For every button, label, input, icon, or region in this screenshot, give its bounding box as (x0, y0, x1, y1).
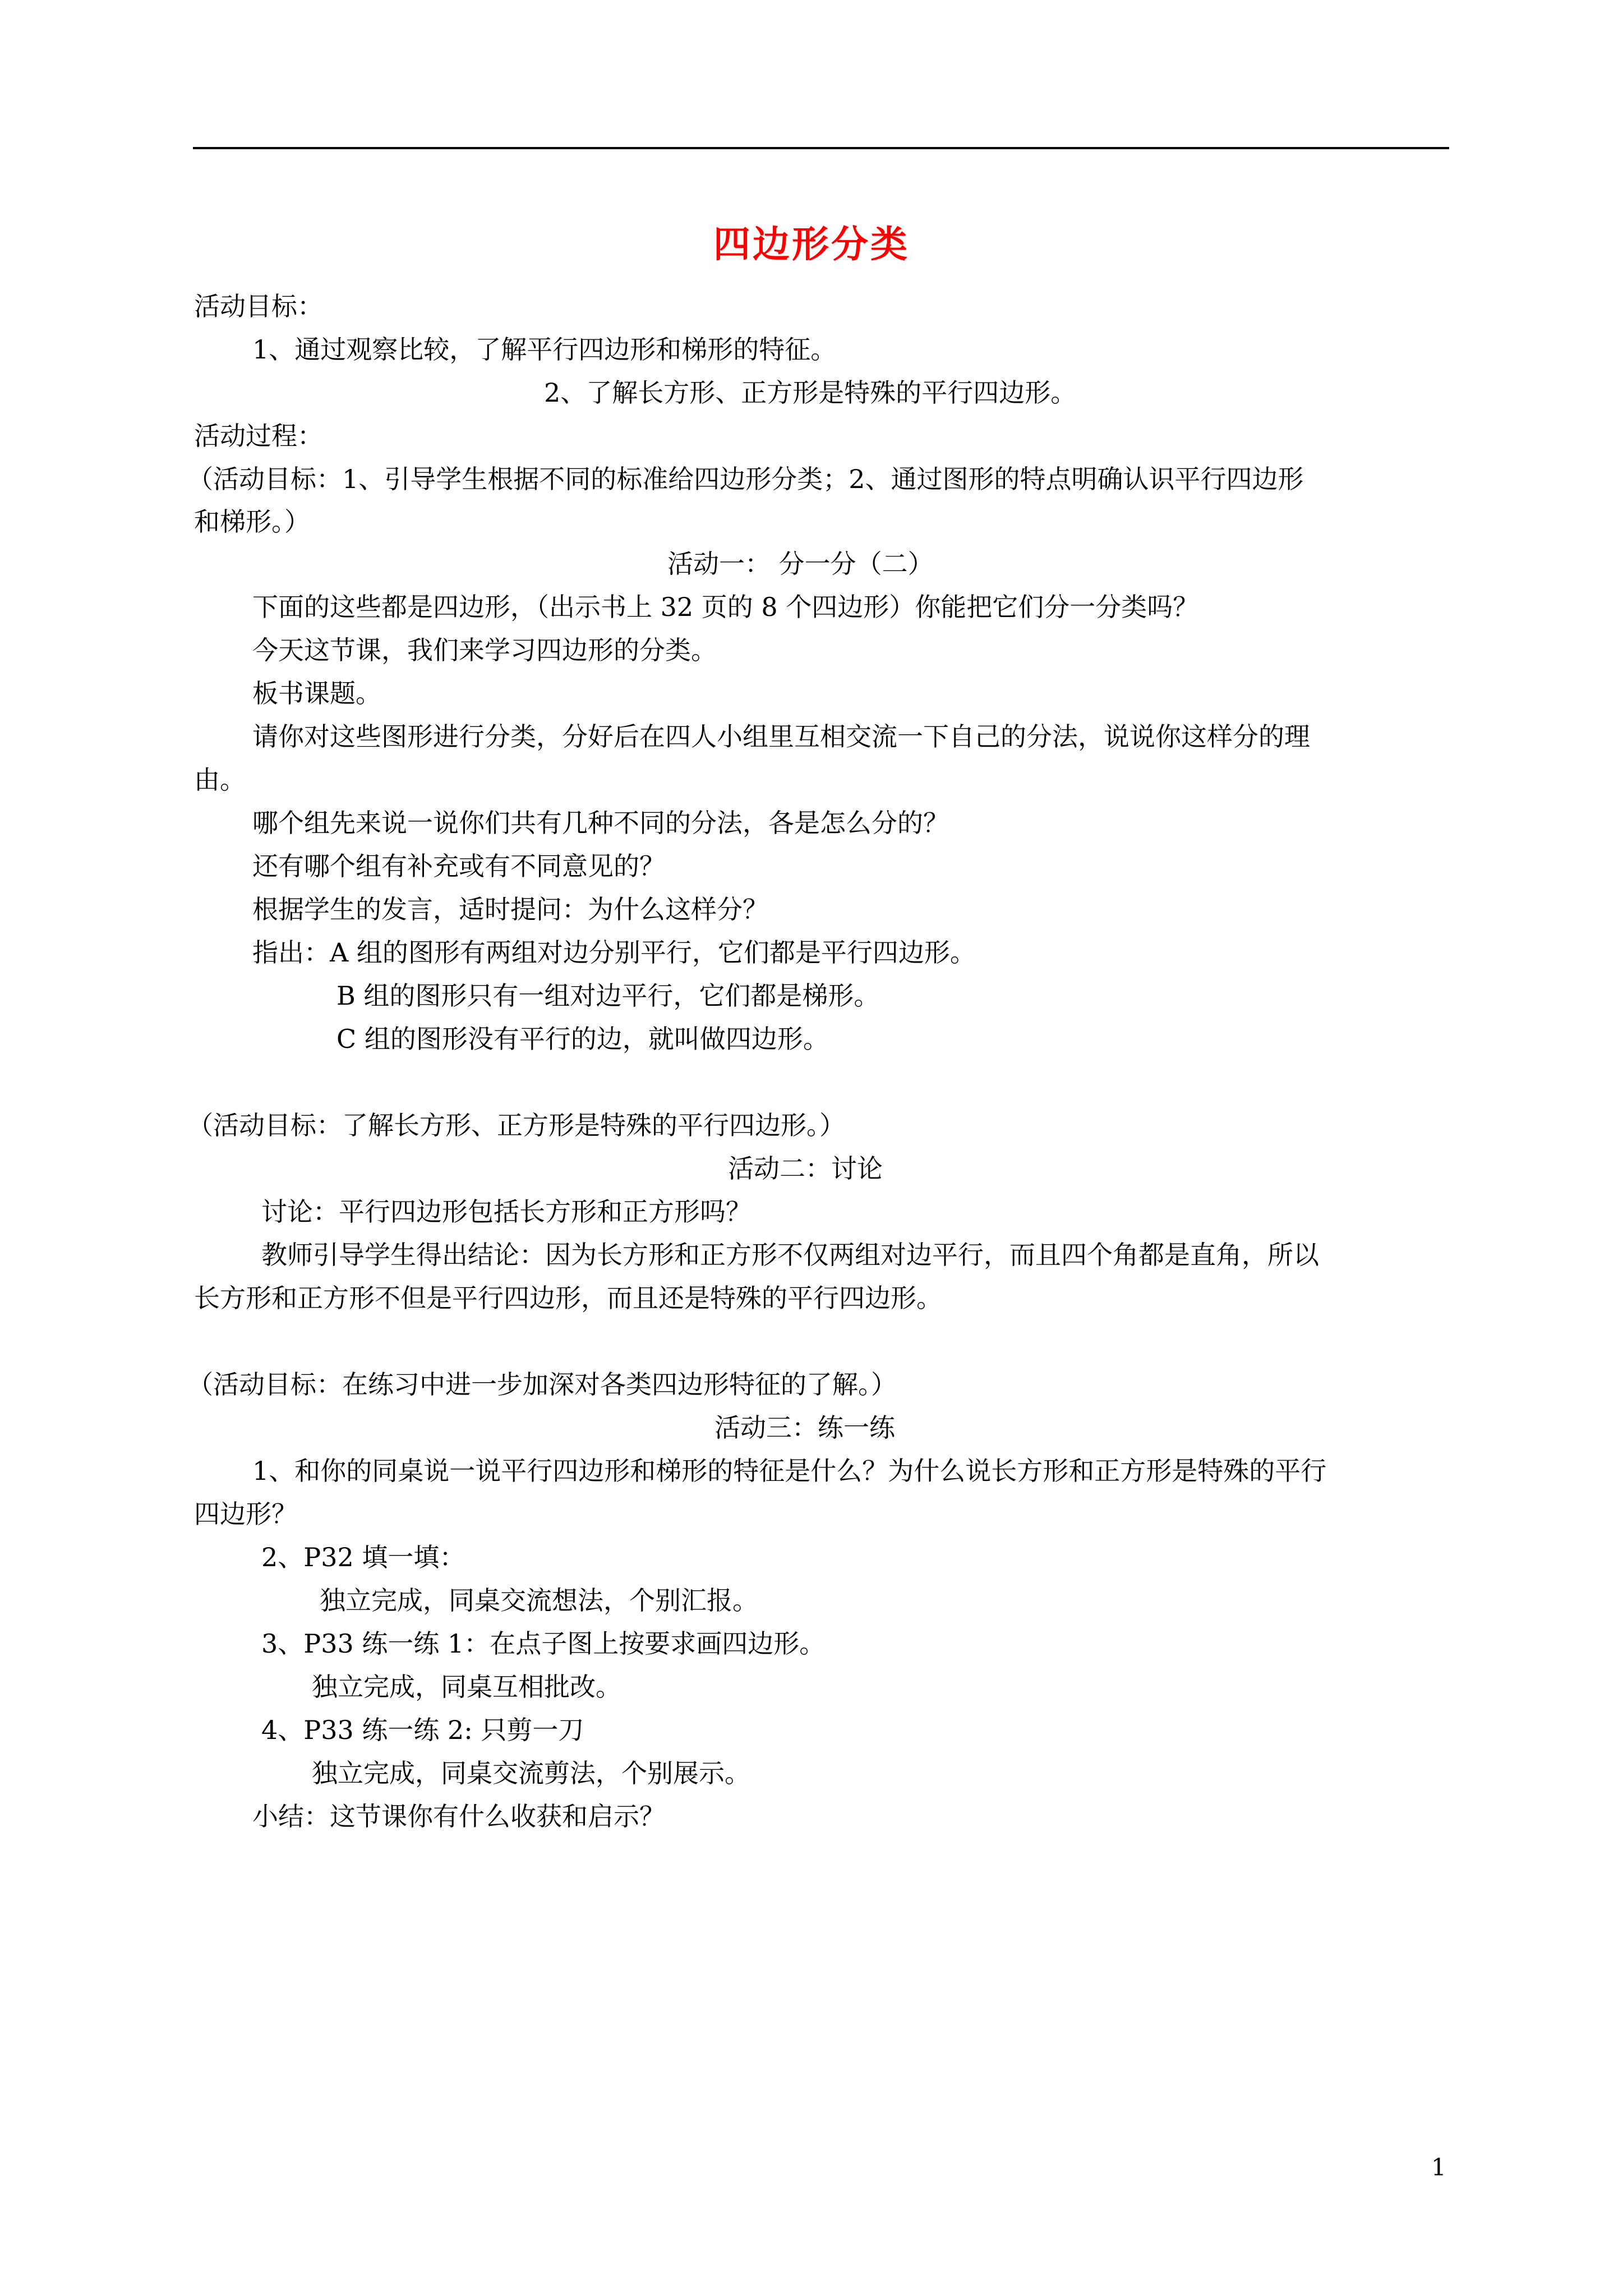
paragraph: 独立完成，同桌互相批改。 (312, 1672, 621, 1702)
paragraph: 根据学生的发言，适时提问：为什么这样分？ (252, 894, 768, 924)
activity-goal-3: （活动目标：在练习中进一步加深对各类四边形特征的了解。） (187, 1369, 897, 1400)
activity-goal-1-line-2: 和梯形。） (194, 507, 310, 537)
activity-goal-2: （活动目标：了解长方形、正方形是特殊的平行四边形。） (187, 1110, 845, 1140)
paragraph: 板书课题。 (252, 678, 381, 708)
activity-1-heading: 活动一： 分一分（二） (667, 549, 934, 579)
paragraph: 独立完成，同桌交流想法，个别汇报。 (320, 1585, 758, 1616)
paragraph: 4、P33 练一练 2: 只剪一刀 (261, 1715, 584, 1745)
paragraph: 2、P32 填一填： (261, 1542, 465, 1572)
paragraph: 指出：A 组的图形有两组对边分别平行，它们都是平行四边形。 (252, 937, 976, 968)
goal-2: 2、了解长方形、正方形是特殊的平行四边形。 (544, 378, 1077, 408)
activity-2-heading: 活动二：讨论 (728, 1153, 883, 1184)
paragraph: 1、和你的同桌说一说平行四边形和梯形的特征是什么？为什么说长方形和正方形是特殊的平行 (252, 1456, 1327, 1486)
paragraph: 3、P33 练一练 1：在点子图上按要求画四边形。 (261, 1628, 826, 1659)
paragraph: 下面的这些都是四边形，（出示书上 32 页的 8 个四边形）你能把它们分一分类吗？ (252, 592, 1199, 622)
paragraph: C 组的图形没有平行的边，就叫做四边形。 (336, 1024, 829, 1054)
paragraph: 教师引导学生得出结论：因为长方形和正方形不仅两组对边平行，而且四个角都是直角，所以 (261, 1240, 1319, 1270)
process-heading: 活动过程： (194, 421, 323, 451)
paragraph: 请你对这些图形进行分类，分好后在四人小组里互相交流一下自己的分法，说说你这样分的理 (252, 721, 1310, 752)
paragraph: B 组的图形只有一组对边平行，它们都是梯形。 (336, 981, 880, 1011)
paragraph: 四边形？ (194, 1499, 297, 1529)
paragraph: 哪个组先来说一说你们共有几种不同的分法，各是怎么分的？ (252, 808, 949, 838)
goal-1: 1、通过观察比较，了解平行四边形和梯形的特征。 (252, 334, 837, 365)
activity-goal-1-line-1: （活动目标：1、引导学生根据不同的标准给四边形分类；2、通过图形的特点明确认识平行四边形 (187, 464, 1304, 494)
goals-heading: 活动目标： (194, 291, 323, 321)
paragraph: 长方形和正方形不但是平行四边形，而且还是特殊的平行四边形。 (194, 1283, 942, 1313)
paragraph: 还有哪个组有补充或有不同意见的？ (252, 851, 665, 881)
paragraph: 讨论：平行四边形包括长方形和正方形吗？ (261, 1197, 751, 1227)
paragraph: 由。 (194, 765, 246, 795)
header-rule (193, 147, 1449, 149)
summary: 小结：这节课你有什么收获和启示？ (252, 1801, 665, 1832)
page-number: 1 (1431, 2154, 1446, 2181)
page-title: 四边形分类 (713, 223, 910, 266)
paragraph: 独立完成，同桌交流剪法，个别展示。 (312, 1758, 750, 1788)
activity-3-heading: 活动三：练一练 (714, 1412, 895, 1443)
paragraph: 今天这节课，我们来学习四边形的分类。 (252, 635, 717, 665)
